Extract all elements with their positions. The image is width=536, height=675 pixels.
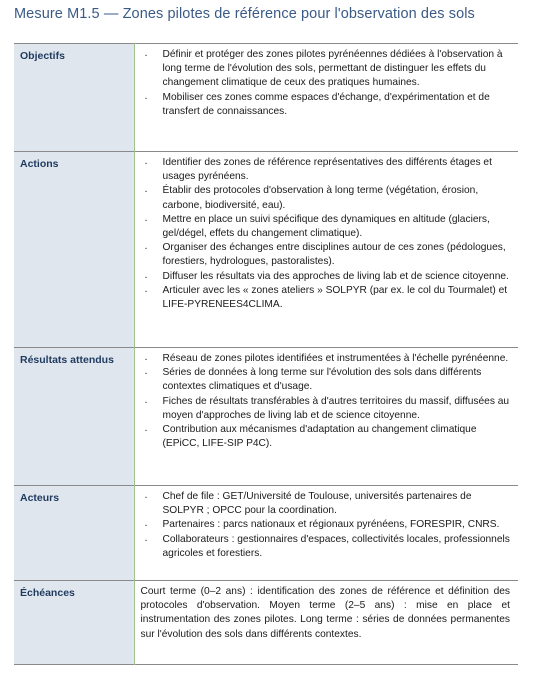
list-item-text: Définir et protéger des zones pilotes pyrénéennes dédiées à l'observation à long terme de l'évolution des sols, permettant de distinguer les effets du changement climatique de ceux des pratiques humaines. — [162, 49, 503, 89]
list-item — [141, 490, 513, 518]
list-item — [141, 284, 513, 312]
list-item — [141, 366, 513, 394]
row-content-objectifs — [134, 44, 518, 152]
list-item-text: Diffuser les résultats via des approches de living lab et de science citoyenne. — [162, 270, 509, 282]
bullet-icon: . — [144, 282, 148, 295]
list-item-text: Identifier des zones de référence représentatives des différents étages et usages pyrénéens. — [162, 157, 492, 183]
row-acteurs — [14, 486, 518, 581]
bullet-icon: . — [144, 268, 148, 281]
echeances-text: Court terme (0–2 ans) : identification des zones de référence et définition des protocoles d'observation. Moyen terme (2–5 ans) : mise en place et instrumentation des zones pilotes. Long terme : séries de données permanentes sur l'évolution des sols dans différents contextes. — [140, 586, 510, 640]
list-item — [141, 241, 513, 269]
bullet-icon: . — [144, 47, 148, 59]
bullet-icon: . — [144, 183, 148, 196]
bullet-list-resultats — [141, 352, 513, 451]
row-content-acteurs — [134, 486, 518, 581]
row-label-actions: Actions — [14, 152, 134, 348]
list-item — [141, 213, 513, 241]
row-content-echeances — [134, 581, 518, 665]
bullet-icon: . — [144, 531, 148, 544]
bullet-list-acteurs — [141, 490, 513, 561]
row-content-resultats — [134, 348, 518, 486]
list-item — [141, 48, 513, 91]
list-item — [141, 91, 513, 119]
list-item-text: Partenaires : parcs nationaux et régionaux pyrénéens, FORESPIR, CNRS. — [162, 519, 500, 531]
list-item-text: Établir des protocoles d'observation à long terme (végétation, érosion, carbone, biodiversité, eau). — [162, 185, 479, 211]
bullet-icon: . — [144, 365, 148, 378]
bullet-icon: . — [144, 422, 148, 435]
row-label-resultats: Résultats attendus — [14, 348, 134, 486]
list-item — [141, 184, 513, 212]
list-item — [141, 352, 513, 366]
bullet-icon: . — [144, 240, 148, 253]
list-item — [141, 270, 513, 284]
list-item — [141, 533, 513, 561]
bullet-icon: . — [144, 517, 148, 530]
list-item-text: Mobiliser ces zones comme espaces d'échange, d'expérimentation et de transfert de connaissances. — [162, 91, 490, 117]
bullet-icon: . — [144, 393, 148, 406]
page-title: Mesure M1.5 — Zones pilotes de référence pour l'observation des sols — [14, 6, 475, 22]
row-objectifs — [14, 44, 518, 152]
row-label-acteurs: Acteurs — [14, 486, 134, 581]
list-item — [141, 156, 513, 184]
list-item — [141, 423, 513, 451]
list-item-text: Fiches de résultats transférables à d'autres territoires du massif, diffusées au moyen d'approches de living lab et de science citoyenne. — [162, 395, 510, 421]
list-item-text: Collaborateurs : gestionnaires d'espaces, collectivités locales, professionnels agricoles et forestiers. — [162, 533, 510, 559]
row-actions — [14, 152, 518, 348]
row-label-echeances: Échéances — [14, 581, 134, 665]
row-label-objectifs: Objectifs — [14, 44, 134, 152]
bullet-list-actions — [141, 156, 513, 312]
list-item-text: Réseau de zones pilotes identifiées et instrumentées à l'échelle pyrénéenne. — [162, 353, 509, 364]
list-item — [141, 395, 513, 423]
bullet-list-objectifs — [141, 48, 513, 119]
bullet-icon: . — [144, 351, 148, 363]
list-item — [141, 518, 513, 532]
bullet-icon: . — [144, 155, 148, 167]
measure-table — [14, 43, 518, 665]
bullet-icon: . — [144, 211, 148, 224]
row-resultats — [14, 348, 518, 486]
list-item-text: Articuler avec les « zones ateliers » SOLPYR (par ex. le col du Tourmalet) et LIFE-PYRENEES4CLIMA. — [162, 284, 508, 311]
list-item-text: Séries de données à long terme sur l'évolution des sols dans différents contextes climatiques et d'usage. — [162, 367, 482, 393]
list-item-text: Contribution aux mécanismes d'adaptation au changement climatique (EPiCC, LIFE-SIP P4C). — [162, 424, 477, 450]
list-item-text: Organiser des échanges entre disciplines autour de ces zones (pédologues, forestiers, hydrologues, pastoralistes). — [162, 242, 506, 268]
bullet-icon: . — [144, 489, 148, 501]
row-echeances — [14, 581, 518, 665]
list-item-text: Mettre en place un suivi spécifique des dynamiques en altitude (glaciers, gel/dégel, effets du changement climatique). — [162, 213, 490, 240]
row-content-actions — [134, 152, 518, 348]
list-item-text: Chef de file : GET/Université de Toulouse, universités partenaires de SOLPYR ; OPCC pour la coordination. — [162, 491, 472, 517]
bullet-icon: . — [144, 89, 148, 102]
